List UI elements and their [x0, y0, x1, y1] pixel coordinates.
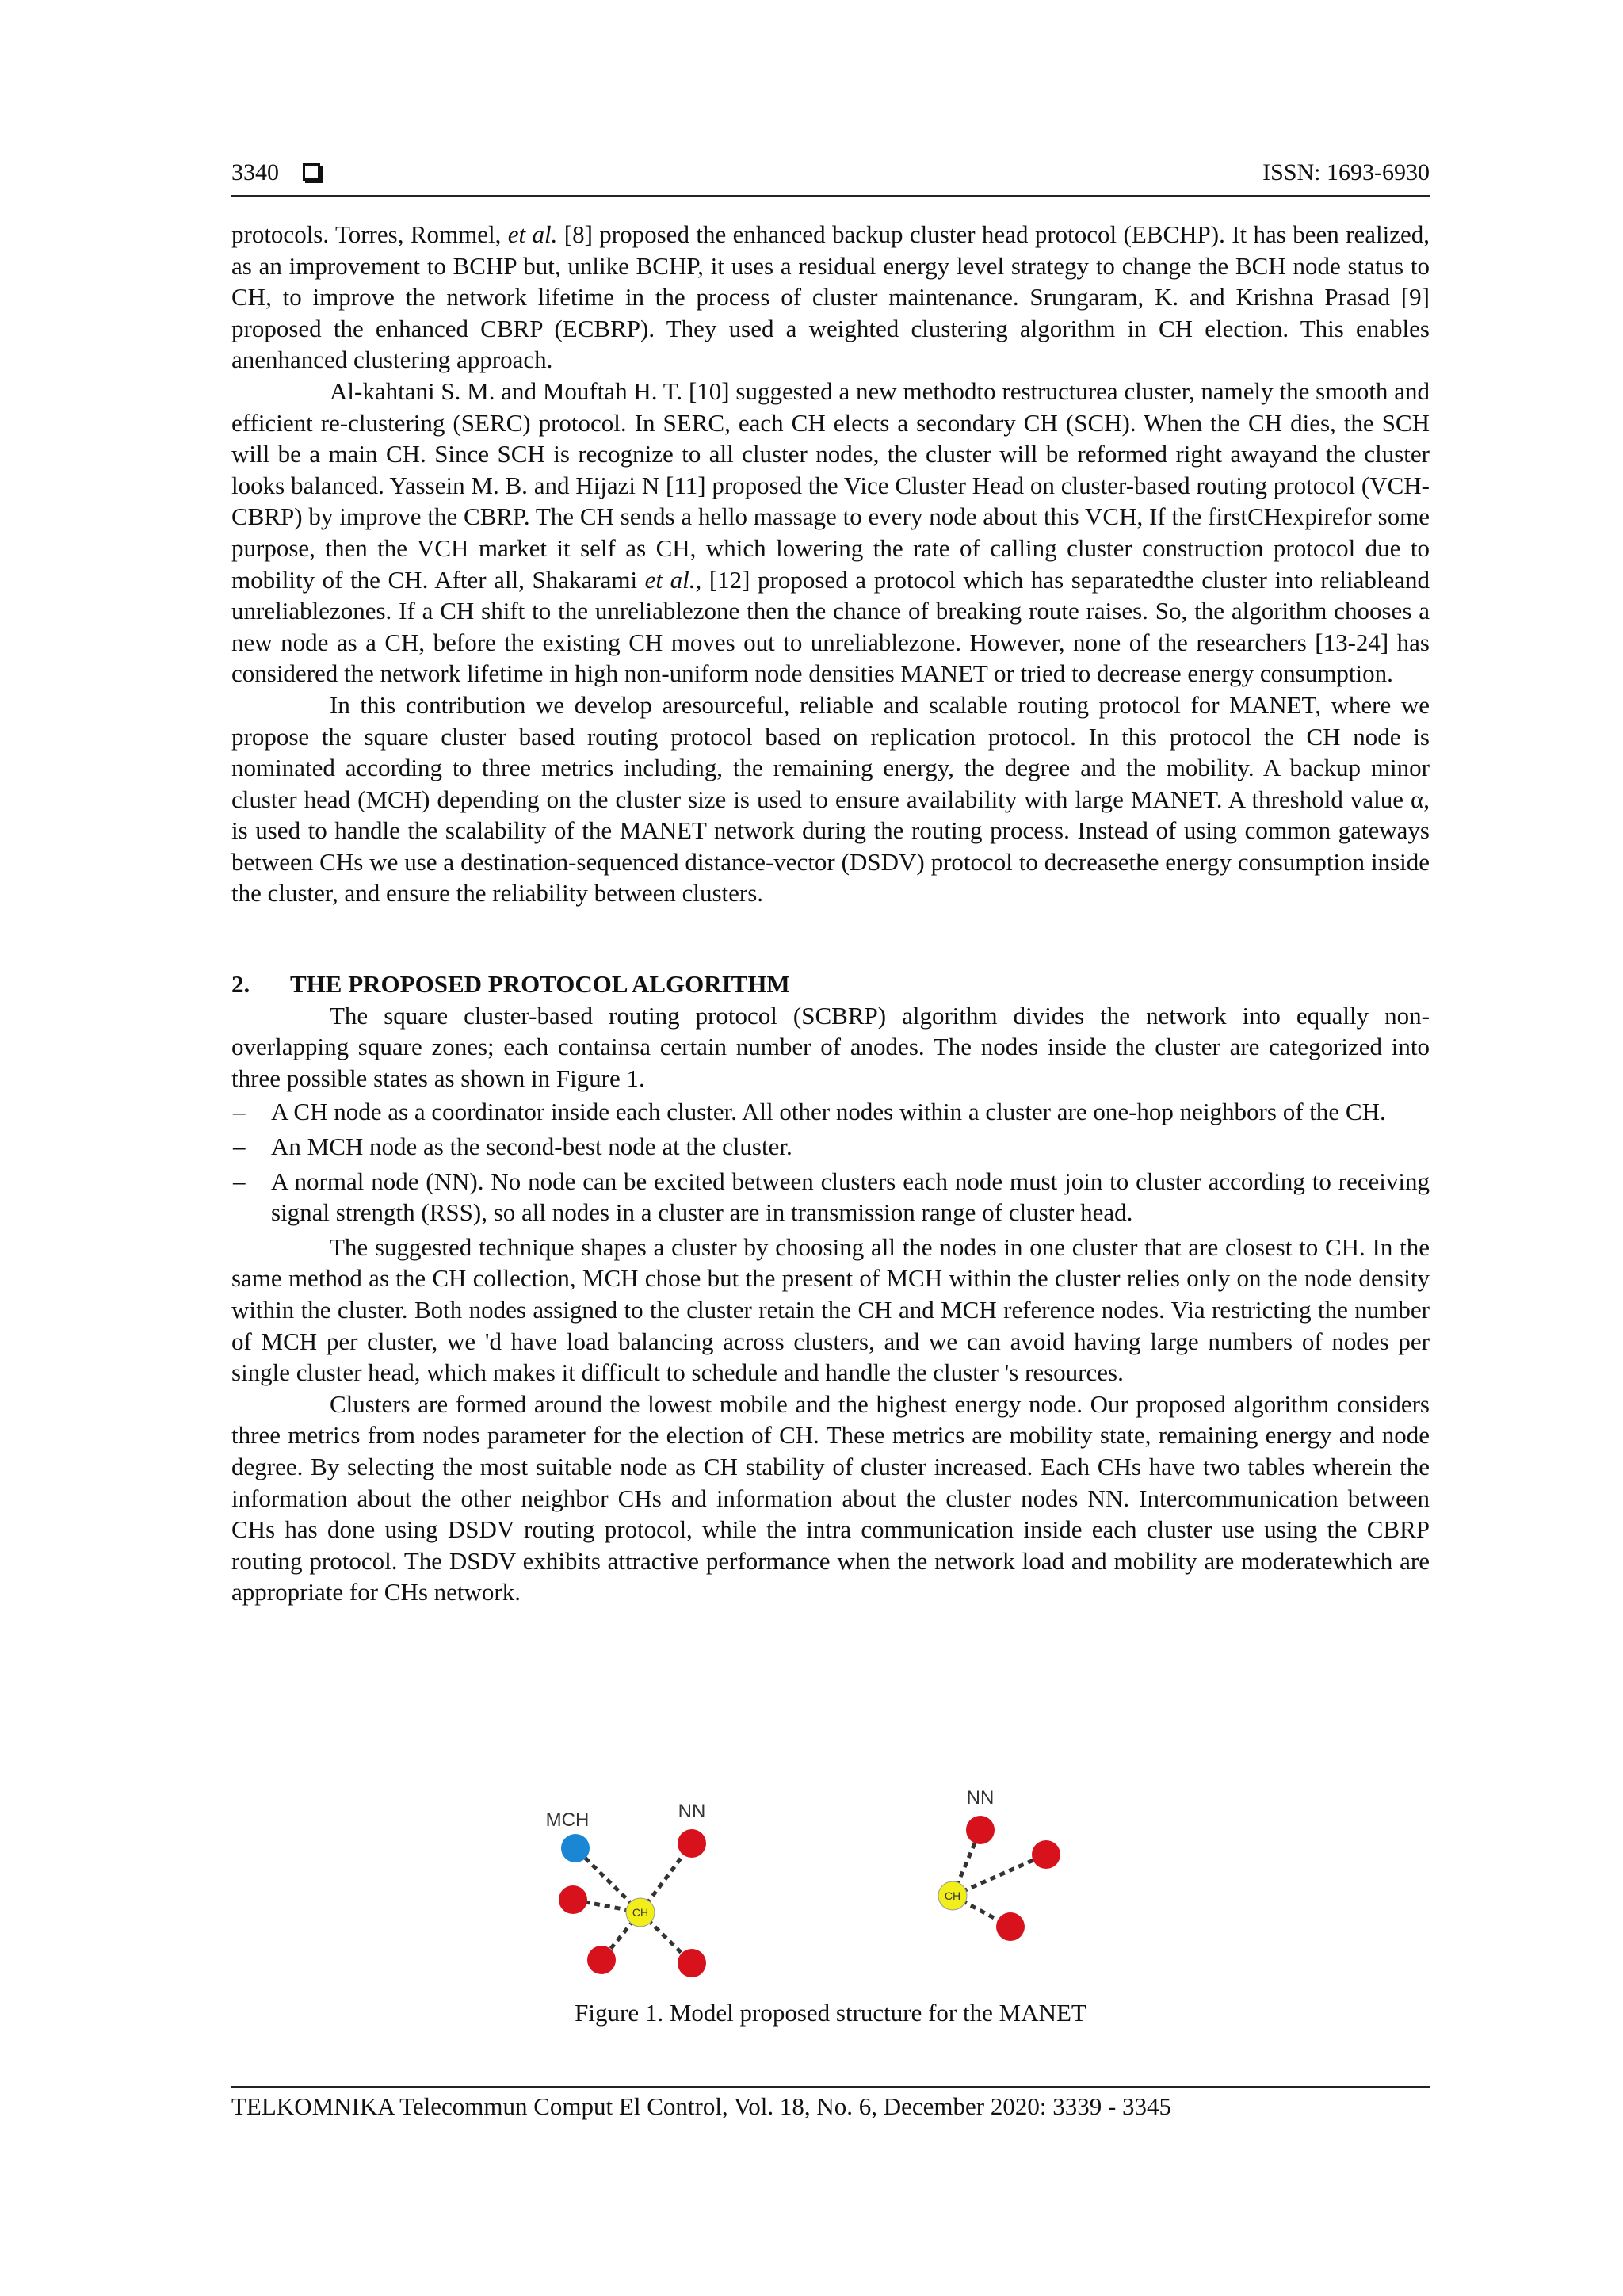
- figure-caption: Figure 1. Model proposed structure for the MANET: [575, 1999, 1086, 2027]
- figure-1: [231, 1767, 1430, 2005]
- state-list: [231, 1096, 1430, 1228]
- page-number: 3340: [231, 159, 279, 185]
- normal-node: [1032, 1840, 1060, 1869]
- paragraph-1: protocols. Torres, Rommel, et al. [8] proposed the enhanced backup cluster head protocol (EBCHP). It has been realized, as an improvement to BCHP but, unlike BCHP, it uses a residual energy level strategy to change the BCH node status to CH, to improve the network lifetime in the process of cluster maintenance. Srungaram, K. and Krishna Prasad [9] proposed the enhanced CBRP (ECBRP). They used a weighted clustering algorithm in CH election. This enables anenhanced clustering approach.: [231, 220, 1430, 374]
- journal-citation: TELKOMNIKA Telecommun Comput El Control, Vol. 18, No. 6, December 2020: 3339 - 3345: [231, 2092, 1172, 2120]
- paragraph-4: The square cluster-based routing protocol (SCBRP) algorithm divides the network into equally non-overlapping square zones; each containsa certain number of anodes. The nodes inside the cluster are categorized into three possible states as shown in Figure 1.: [231, 1001, 1430, 1092]
- footer-divider: [231, 2086, 1430, 2088]
- cluster-2-links: [953, 1830, 1046, 1927]
- section-heading: [231, 968, 1430, 1000]
- mch-node: [561, 1834, 590, 1862]
- list-item: – An MCH node as the second-best node at the cluster.: [231, 1131, 1430, 1163]
- ch-label: CH: [944, 1889, 961, 1902]
- normal-node: [996, 1912, 1025, 1941]
- article-body: [231, 219, 1430, 1608]
- paragraph-3: In this contribution we develop aresourceful, reliable and scalable routing protocol for MANET, where we propose the square cluster based routing protocol based on replication protocol. In this protocol the CH node is nominated according to three metrics including, the remaining energy, the degree and the mobility. A backup minor cluster head (MCH) depending on the cluster size is used to ensure availability with large MANET. A threshold value α, is used to handle the scalability of the MANET network during the routing process. Instead of using common gateways between CHs we use a destination-sequenced distance-vector (DSDV) protocol to decreasethe energy consumption inside the cluster, and ensure the reliability between clusters.: [231, 690, 1430, 907]
- paragraph-2: Al-kahtani S. M. and Mouftah H. T. [10] suggested a new methodto restructurea cluster, namely the smooth and efficient re-clustering (SERC) protocol. In SERC, each CH elects a secondary CH (SCH). When the CH dies, the SCH will be a main CH. Since SCH is recognize to all cluster nodes, the cluster will be reformed right awayand the cluster looks balanced. Yassein M. B. and Hijazi N [11] proposed the Vice Cluster Head on cluster-based routing protocol (VCH-CBRP) by improve the CBRP. The CH sends a hello massage to every node about this VCH, If the firstCHexpirefor some purpose, then the VCH market it self as CH, which lowering the rate of calling cluster construction protocol due to mobility of the CH. After all, Shakarami et al., [12] proposed a protocol which has separatedthe cluster into reliableand unreliablezones. If a CH shift to the unreliablezone then the chance of breaking route raises. So, the algorithm chooses a new node as a CH, before the existing CH moves out to unreliablezone. However, none of the researchers [13-24] has considered the network lifetime in high non-uniform node densities MANET or tried to decrease energy consumption.: [231, 376, 1430, 688]
- page-number-group: [231, 154, 320, 192]
- normal-node: [587, 1946, 616, 1974]
- nn-label: NN: [966, 1787, 995, 1809]
- list-item: – A CH node as a coordinator inside each cluster. All other nodes within a cluster are one-hop neighbors of the CH.: [231, 1096, 1430, 1128]
- paragraph-6: Clusters are formed around the lowest mobile and the highest energy node. Our proposed algorithm considers three metrics from nodes parameter for the election of CH. These metrics are mobility state, remaining energy and node degree. By selecting the most suitable node as CH stability of cluster increased. Each CHs have two tables wherein the information about the other neighbor CHs and information about the cluster nodes NN. Intercommunication between CHs has done using DSDV routing protocol, while the intra communication inside each cluster use using the CBRP routing protocol. The DSDV exhibits attractive performance when the network load and mobility are moderatewhich are appropriate for CHs network.: [231, 1389, 1430, 1606]
- link-ch-nn: [953, 1855, 1046, 1896]
- nn-label: NN: [678, 1801, 706, 1822]
- normal-node: [678, 1829, 706, 1858]
- manet-diagram: [231, 1767, 1430, 2005]
- paragraph-5: The suggested technique shapes a cluster by choosing all the nodes in one cluster that are closest to CH. In the same method as the CH collection, MCH chose but the present of MCH within the cluster relies only on the node density within the cluster. Both nodes assigned to the cluster retain the CH and MCH reference nodes. Via restricting the number of MCH per cluster, we 'd have load balancing across clusters, and we can avoid having large numbers of nodes per single cluster head, which makes it difficult to schedule and handle the cluster 's resources.: [231, 1232, 1430, 1387]
- header-divider: [231, 195, 1430, 197]
- list-item: – A normal node (NN). No node can be excited between clusters each node must join to cluster according to receiving signal strength (RSS), so all nodes in a cluster are in transmission range of cluster head.: [231, 1166, 1430, 1228]
- section-number: 2.: [231, 970, 250, 999]
- issn: ISSN: 1693-6930: [1262, 159, 1430, 185]
- mch-label: MCH: [545, 1809, 590, 1831]
- section-title: THE PROPOSED PROTOCOL ALGORITHM: [290, 970, 790, 999]
- normal-node: [559, 1885, 587, 1914]
- normal-node: [966, 1816, 995, 1844]
- normal-node: [678, 1949, 706, 1977]
- checkbox-square-icon: [303, 163, 320, 181]
- ch-label: CH: [632, 1906, 649, 1919]
